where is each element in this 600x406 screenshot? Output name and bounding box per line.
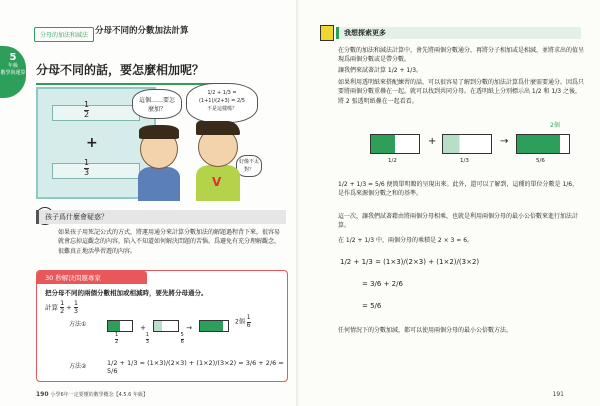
tip-box — [36, 270, 288, 382]
para-5: 這一次，讓我們試著藉由將兩個分母相乘，也就是利用兩個分母的最小公倍數來進行加法計算。 — [338, 213, 579, 230]
para-1: 在分數的加法和減法計算中，會先將兩個分數通分，再將分子相加或是相減，並將求出的值呈現爲兩個分數或是帶分數。 — [338, 47, 585, 64]
question-body: 如果孩子用死記公式的方式，將運用通分來計算分數加法的解題過程背下來，很容易就會忘掉這觀念的內容，陷入不知道如何解決問題的苦惱。爲避免有充分理解觀念，很難真正地活學習遊的內容。 — [58, 229, 281, 255]
overlay-label-3: 5/6 — [536, 158, 545, 164]
boy-right-hair — [196, 121, 240, 135]
para-3: 如果利用透明紙來搭配練習的話，可以很容易了解到分數的加法計算爲什麼需要通分。因爲只要將兩個分數重疊在一起，就可以找到共同分母。在透明紙上分別標示出 1/2 和 1/3 之後，將 2 張透明紙疊在一起看看。 — [338, 79, 585, 105]
overlay-diagram: + → 2個 1/2 1/3 5/6 — [350, 118, 590, 170]
method-1-label: 方法① — [69, 321, 87, 328]
grade-subject: 數學與運算 — [0, 69, 26, 76]
equation-2: = 3/6 + 2/6 — [362, 280, 403, 288]
method-2-expression: 1/2 + 1/3 = (1×3)/(2×3) + (1×2)/(3×2) = 3/6 + 2/6 = 5/6 — [107, 359, 284, 375]
main-title-text: 分母不同的話，要怎麼相加呢？ — [36, 63, 205, 77]
right-page — [300, 0, 600, 406]
explore-header: 我想探索更多 — [336, 27, 581, 39]
method-2-label: 方法② — [69, 363, 87, 370]
para-2: 讓我們來試著計算 1/2 + 1/3。 — [338, 67, 423, 74]
tip-header: 30 秒解決問題專家 — [37, 271, 147, 284]
overlay-label-1: 1/2 — [388, 158, 397, 164]
section-badge: 分母的加法和減法 — [34, 27, 94, 42]
speech-bubble-right — [186, 83, 258, 123]
method-1-fractions: $\frac{1}{2}$ $\frac{1}{3}$ $\frac{5}{6}$ — [115, 332, 184, 345]
main-title — [36, 55, 222, 85]
notebook-icon — [320, 25, 334, 41]
equation-3: = 5/6 — [362, 302, 382, 310]
speech-bubble-left: 這個……要怎麼加？ — [132, 89, 182, 119]
board-fraction-third: $\frac{1}{3}$ — [84, 158, 90, 177]
left-page-number: 190 小學6年一定要懂的數學概念【4.5.6 年級】 — [36, 391, 148, 398]
right-page-number: 191 — [552, 391, 564, 398]
overlay-label-2: 1/3 — [460, 158, 469, 164]
topic-title: 分母不同的分數加法計算 — [95, 26, 189, 36]
grade-tab — [0, 46, 26, 98]
para-6: 在 1/2 + 1/3 中，兩個分母的乘積是 2 × 3 = 6。 — [338, 237, 474, 244]
calc-row: 計算 $\frac{1}{2}$ + $\frac{1}{3}$ — [45, 299, 78, 316]
tip-main: 把分母不同的兩個分數相加或相減時，要先將分母通分。 — [45, 289, 208, 297]
bubble-question: 不是這樣嗎？ — [206, 105, 237, 112]
overlay-count: 2個 — [550, 122, 560, 129]
illustration — [36, 87, 284, 202]
board-fraction-half: $\frac{1}{2}$ — [84, 100, 90, 119]
shirt-v-logo: V — [212, 175, 222, 189]
grade-number: 5 — [9, 52, 17, 63]
grade-unit: 年級 — [7, 63, 18, 69]
question-bar: 孩子爲什麼會疑惑？ — [36, 210, 286, 224]
bubble-equation: 1/2 + 1/3 = (1+1)/(2+3) = 2/5 — [198, 90, 245, 104]
board-plus: + — [86, 135, 98, 151]
boy-left-body — [138, 167, 180, 201]
speech-bubble-small: 好像不太對？ — [236, 155, 262, 177]
para-7: 任何情況下的分數加減，都可以使用兩個分母的最小公倍數方法。 — [338, 327, 513, 334]
para-4: 1/2 + 1/3 = 5/6 便簡單明瞭的呈現出來。此外，還可以了解到，這種的單位分數是 1/6，是作爲來源個分數之和的基準。 — [338, 181, 579, 198]
boy-left-hair — [139, 125, 179, 139]
method-1-result: 2個 $\frac{1}{6}$ — [235, 314, 251, 329]
equation-1: 1/2 + 1/3 = (1×3)/(2×3) + (1×2)/(3×2) — [340, 258, 480, 266]
method-1-strips: + → — [107, 315, 229, 334]
